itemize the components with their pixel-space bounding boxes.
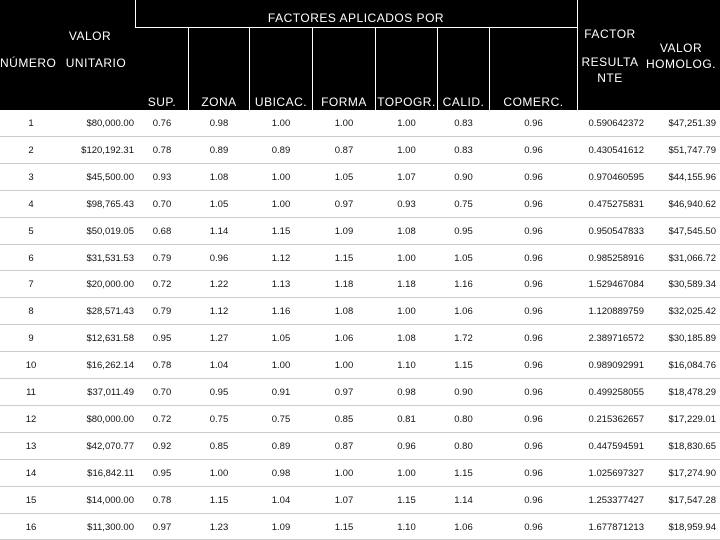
cell-valor-unitario: $50,019.05 [86, 226, 134, 237]
cell-forma: 1.00 [334, 360, 354, 371]
col-header-calid: CALID. [442, 95, 485, 109]
cell-sup: 0.79 [152, 306, 172, 317]
cell-calid: 0.95 [454, 226, 473, 237]
cell-factor-resultante: 1.529467084 [588, 279, 644, 290]
cell-numero: 11 [26, 387, 36, 398]
numero-label: NÚMERO [0, 56, 57, 70]
cell-ubicac: 1.05 [271, 333, 291, 344]
cell-calid: 1.14 [454, 495, 473, 506]
cell-valor-homolog: $31,066.72 [668, 253, 716, 264]
row-divider [0, 486, 720, 487]
cell-comerc: 0.96 [524, 279, 543, 290]
cell-sup: 0.68 [152, 226, 172, 237]
row-divider [0, 432, 720, 433]
cell-numero: 4 [28, 199, 34, 210]
cell-comerc: 0.96 [524, 306, 543, 317]
cell-valor-unitario: $98,765.43 [86, 199, 134, 210]
cell-forma: 0.85 [334, 414, 354, 425]
row-divider [0, 378, 720, 379]
cell-ubicac: 1.00 [271, 118, 291, 129]
cell-calid: 1.16 [454, 279, 473, 290]
cell-calid: 0.90 [454, 387, 473, 398]
cell-topogr: 1.07 [397, 172, 416, 183]
cell-comerc: 0.96 [524, 226, 543, 237]
cell-valor-unitario: $37,011.49 [87, 387, 134, 398]
row-divider [0, 324, 720, 325]
cell-topogr: 0.81 [397, 414, 416, 425]
cell-valor-homolog: $47,251.39 [668, 118, 716, 129]
cell-valor-unitario: $42,070.77 [86, 441, 134, 452]
cell-zona: 0.85 [209, 441, 229, 452]
cell-topogr: 1.18 [397, 279, 416, 290]
cell-valor-unitario: $11,300.00 [87, 522, 134, 533]
cell-factor-resultante: 0.475275831 [588, 199, 644, 210]
cell-sup: 0.97 [152, 522, 172, 533]
valor-unitario-label-line1: VALOR [68, 29, 112, 43]
cell-sup: 0.95 [152, 333, 172, 344]
cell-calid: 1.72 [454, 333, 473, 344]
cell-comerc: 0.96 [524, 387, 543, 398]
cell-valor-homolog: $32,025.42 [668, 306, 716, 317]
cell-valor-homolog: $46,940.62 [668, 199, 716, 210]
row-divider [0, 136, 720, 137]
cell-topogr: 0.96 [397, 441, 416, 452]
cell-zona: 1.05 [209, 199, 229, 210]
cell-calid: 1.15 [454, 468, 473, 479]
cell-valor-homolog: $44,155.96 [668, 172, 716, 183]
cell-factor-resultante: 0.970460595 [588, 172, 644, 183]
cell-factor-resultante: 1.025697327 [588, 468, 644, 479]
cell-topogr: 1.00 [397, 253, 416, 264]
cell-topogr: 1.08 [397, 333, 416, 344]
row-divider [0, 163, 720, 164]
cell-zona: 1.23 [209, 522, 229, 533]
cell-zona: 1.04 [209, 360, 229, 371]
cell-topogr: 1.10 [397, 522, 416, 533]
cell-forma: 1.06 [334, 333, 354, 344]
cell-sup: 0.95 [152, 468, 172, 479]
cell-valor-homolog: $30,589.34 [668, 279, 716, 290]
col-header-sup: SUP. [147, 95, 177, 109]
cell-ubicac: 1.15 [271, 226, 291, 237]
cell-factor-resultante: 1.677871213 [588, 522, 644, 533]
cell-numero: 12 [25, 414, 37, 425]
cell-calid: 1.15 [454, 360, 473, 371]
cell-forma: 1.08 [334, 306, 354, 317]
cell-ubicac: 1.00 [271, 360, 291, 371]
cell-factor-resultante: 0.215362657 [588, 414, 644, 425]
factor-resultante-label-line1: FACTOR [584, 27, 636, 41]
cell-topogr: 1.10 [397, 360, 416, 371]
cell-numero: 5 [28, 226, 34, 237]
cell-numero: 9 [28, 333, 34, 344]
cell-valor-unitario: $31,531.53 [86, 253, 134, 264]
col-header-ubicac: UBICAC. [254, 95, 308, 109]
row-divider [0, 405, 720, 406]
cell-topogr: 1.00 [397, 306, 416, 317]
cell-valor-homolog: $18,478.29 [668, 387, 716, 398]
cell-zona: 1.14 [209, 226, 229, 237]
cell-numero: 8 [28, 306, 34, 317]
cell-sup: 0.92 [152, 441, 172, 452]
cell-valor-unitario: $80,000.00 [86, 118, 134, 129]
cell-forma: 1.05 [334, 172, 354, 183]
cell-valor-homolog: $18,959.94 [668, 522, 716, 533]
factor-resultante-label-line2: RESULTA [581, 55, 639, 69]
cell-forma: 0.87 [334, 145, 354, 156]
cell-comerc: 0.96 [524, 441, 543, 452]
row-divider [0, 270, 720, 271]
header-divider [135, 27, 577, 28]
cell-factor-resultante: 1.120889759 [588, 306, 644, 317]
cell-zona: 0.75 [209, 414, 229, 425]
cell-ubicac: 1.00 [271, 172, 291, 183]
cell-zona: 0.98 [209, 118, 229, 129]
cell-valor-unitario: $80,000.00 [86, 414, 134, 425]
cell-ubicac: 0.98 [271, 468, 291, 479]
cell-sup: 0.79 [152, 253, 172, 264]
cell-zona: 1.27 [209, 333, 229, 344]
row-divider [0, 351, 720, 352]
cell-valor-homolog: $17,229.01 [668, 414, 716, 425]
cell-ubicac: 0.89 [271, 441, 291, 452]
row-divider [0, 244, 720, 245]
cell-comerc: 0.96 [524, 522, 543, 533]
cell-forma: 0.87 [334, 441, 354, 452]
cell-numero: 16 [25, 522, 37, 533]
cell-ubicac: 1.16 [271, 306, 291, 317]
cell-valor-homolog: $30,185.89 [668, 333, 716, 344]
cell-valor-unitario: $16,842.11 [87, 468, 134, 479]
cell-sup: 0.72 [152, 414, 172, 425]
row-divider [0, 459, 720, 460]
cell-factor-resultante: 0.590642372 [588, 118, 644, 129]
cell-valor-unitario: $120,192.31 [81, 145, 134, 156]
cell-sup: 0.78 [152, 360, 172, 371]
cell-forma: 1.15 [334, 522, 354, 533]
cell-topogr: 1.15 [397, 495, 416, 506]
cell-numero: 1 [28, 118, 34, 129]
cell-comerc: 0.96 [524, 468, 543, 479]
cell-valor-unitario: $28,571.43 [86, 306, 134, 317]
cell-numero: 6 [28, 253, 34, 264]
cell-valor-unitario: $12,631.58 [86, 333, 134, 344]
cell-comerc: 0.96 [524, 495, 543, 506]
row-divider [0, 513, 720, 514]
cell-numero: 14 [25, 468, 37, 479]
cell-valor-homolog: $51,747.79 [668, 145, 716, 156]
cell-factor-resultante: 0.989092991 [588, 360, 644, 371]
cell-factor-resultante: 0.985258916 [588, 253, 644, 264]
cell-comerc: 0.96 [524, 118, 543, 129]
cell-calid: 0.83 [454, 118, 473, 129]
cell-comerc: 0.96 [524, 253, 543, 264]
cell-sup: 0.76 [152, 118, 172, 129]
cell-numero: 15 [25, 495, 37, 506]
cell-ubicac: 1.09 [271, 522, 291, 533]
cell-forma: 0.97 [334, 387, 354, 398]
cell-numero: 2 [28, 145, 34, 156]
cell-sup: 0.70 [152, 199, 172, 210]
cell-sup: 0.93 [152, 172, 172, 183]
cell-valor-unitario: $20,000.00 [86, 279, 134, 290]
cell-forma: 1.15 [334, 253, 354, 264]
cell-calid: 1.06 [454, 306, 473, 317]
cell-factor-resultante: 0.447594591 [588, 441, 644, 452]
cell-ubicac: 1.00 [271, 199, 291, 210]
cell-forma: 1.18 [334, 279, 354, 290]
cell-sup: 0.72 [152, 279, 172, 290]
cell-zona: 1.08 [209, 172, 229, 183]
cell-calid: 0.83 [454, 145, 473, 156]
cell-factor-resultante: 2.389716572 [588, 333, 644, 344]
valor-homolog-label-line2: HOMOLOG. [645, 57, 716, 71]
col-header-topogr: TOPOGR. [377, 95, 436, 109]
cell-comerc: 0.96 [524, 414, 543, 425]
cell-ubicac: 1.04 [271, 495, 291, 506]
cell-ubicac: 1.13 [271, 279, 291, 290]
cell-zona: 1.15 [209, 495, 229, 506]
col-header-forma: FORMA [321, 95, 367, 109]
cell-factor-resultante: 0.950547833 [588, 226, 644, 237]
cell-forma: 1.09 [334, 226, 354, 237]
valor-homolog-label-line1: VALOR [659, 41, 703, 55]
cell-valor-homolog: $16,084.76 [668, 360, 716, 371]
cell-comerc: 0.96 [524, 145, 543, 156]
cell-numero: 10 [25, 360, 37, 371]
cell-forma: 1.07 [334, 495, 354, 506]
cell-valor-homolog: $18,830.65 [668, 441, 716, 452]
cell-calid: 1.05 [454, 253, 473, 264]
cell-forma: 1.00 [334, 118, 354, 129]
cell-comerc: 0.96 [524, 199, 543, 210]
cell-zona: 0.95 [209, 387, 229, 398]
cell-ubicac: 0.89 [271, 145, 291, 156]
cell-factor-resultante: 0.430541612 [588, 145, 644, 156]
cell-comerc: 0.96 [524, 333, 543, 344]
cell-topogr: 1.08 [397, 226, 416, 237]
cell-zona: 1.12 [209, 306, 229, 317]
col-header-comerc: COMERC. [503, 95, 564, 109]
cell-topogr: 0.93 [397, 199, 416, 210]
cell-ubicac: 0.91 [271, 387, 291, 398]
cell-sup: 0.70 [152, 387, 172, 398]
cell-ubicac: 0.75 [271, 414, 291, 425]
cell-factor-resultante: 0.499258055 [588, 387, 644, 398]
cell-valor-homolog: $17,274.90 [668, 468, 716, 479]
cell-valor-homolog: $17,547.28 [668, 495, 716, 506]
cell-valor-homolog: $47,545.50 [668, 226, 716, 237]
cell-calid: 0.80 [454, 414, 473, 425]
cell-numero: 13 [25, 441, 37, 452]
row-divider [0, 190, 720, 191]
cell-valor-unitario: $16,262.14 [86, 360, 134, 371]
cell-numero: 3 [28, 172, 34, 183]
cell-forma: 1.00 [334, 468, 354, 479]
cell-sup: 0.78 [152, 145, 172, 156]
cell-zona: 1.00 [209, 468, 229, 479]
cell-calid: 0.75 [454, 199, 473, 210]
cell-factor-resultante: 1.253377427 [588, 495, 644, 506]
cell-calid: 0.80 [454, 441, 473, 452]
cell-comerc: 0.96 [524, 172, 543, 183]
cell-valor-unitario: $45,500.00 [86, 172, 134, 183]
cell-ubicac: 1.12 [271, 253, 291, 264]
cell-topogr: 1.00 [397, 118, 416, 129]
factor-resultante-label-line3: NTE [597, 71, 623, 85]
col-header-zona: ZONA [201, 95, 237, 109]
cell-forma: 0.97 [334, 199, 354, 210]
valor-unitario-label-line2: UNITARIO [65, 56, 127, 70]
cell-sup: 0.78 [152, 495, 172, 506]
cell-comerc: 0.96 [524, 360, 543, 371]
cell-numero: 7 [28, 279, 34, 290]
cell-zona: 0.89 [209, 145, 229, 156]
cell-topogr: 0.98 [397, 387, 416, 398]
cell-zona: 1.22 [209, 279, 229, 290]
cell-topogr: 1.00 [397, 468, 416, 479]
factors-title: FACTORES APLICADOS POR [267, 11, 445, 25]
row-divider [0, 297, 720, 298]
cell-calid: 0.90 [454, 172, 473, 183]
row-divider [0, 217, 720, 218]
cell-topogr: 1.00 [397, 145, 416, 156]
cell-zona: 0.96 [209, 253, 229, 264]
cell-calid: 1.06 [454, 522, 473, 533]
cell-valor-unitario: $14,000.00 [86, 495, 134, 506]
